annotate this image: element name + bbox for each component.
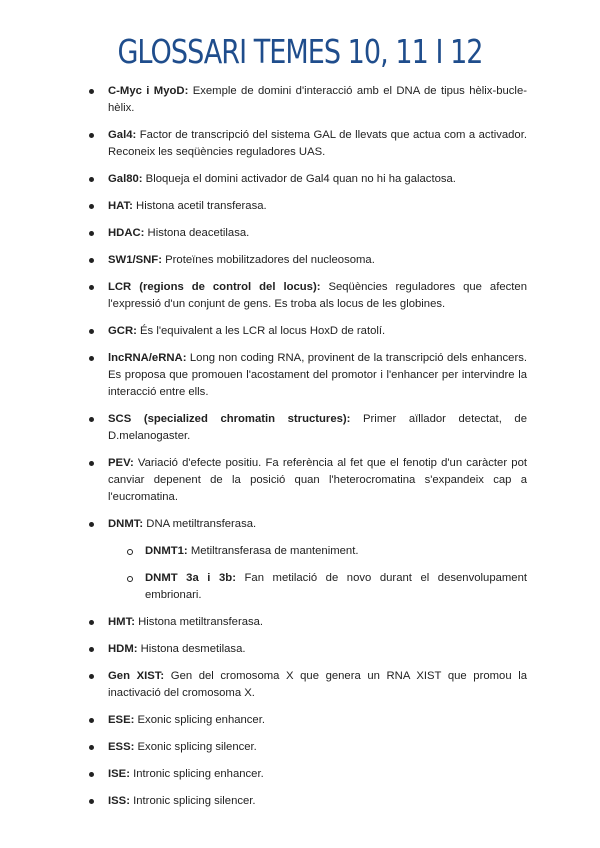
hollow-bullet-icon [127,576,133,582]
glossary-definition: Seqüències reguladores que afecten l'expressió d'un conjunt de gens. Es troba als locus de les globines. [108,281,527,310]
glossary-entry [0,411,600,445]
bullet-icon [89,89,94,94]
bullet-icon [89,620,94,625]
glossary-term: PEV: [108,457,134,469]
bullet-icon [89,177,94,182]
glossary-term: Gen XIST: [108,670,165,682]
glossary-definition: Variació d'efecte positiu. Fa referència al fet que el fenotip d'un caràcter pot canviar depenent de la posició quan l'heterocromatina s'expandeix cap a l'eucromatina. [108,457,527,503]
bullet-icon [89,204,94,209]
glossary-entry [0,127,600,161]
glossary-entry [0,712,600,729]
glossary-definition: Gen del cromosoma X que genera un RNA XIST que promou la inactivació del cromosoma X. [108,670,527,699]
glossary-term: SW1/SNF: [108,254,162,266]
bullet-icon [89,285,94,290]
glossary-definition: Fan metilació de novo durant el desenvolupament embrionari. [145,572,527,601]
glossary-definition: Metiltransferasa de manteniment. [187,545,359,557]
glossary-definition: És l'equivalent a les LCR al locus HoxD de ratolí. [136,325,386,337]
bullet-icon [89,522,94,527]
glossary-definition: Factor de transcripció del sistema GAL de llevats que actua com a activador. Reconeix les seqüències reguladores UAS. [108,129,527,158]
glossary-definition: Long non coding RNA, provinent de la transcripció dels enhancers. Es proposa que promouen l'acostament del promotor i l'enhancer per intervindre la interacció entre ells. [108,352,527,398]
bullet-icon [89,772,94,777]
glossary-entry [0,766,600,783]
glossary-term: Gal4: [108,129,137,141]
glossary-subentry [0,570,600,604]
glossary-entry [0,83,600,117]
glossary-list [0,83,600,820]
glossary-term: HDAC: [108,227,145,239]
glossary-entry [0,668,600,702]
glossary-term: GCR: [108,325,137,337]
glossary-definition: Proteïnes mobilitzadores del nucleosoma. [161,254,375,266]
glossary-entry [0,198,600,215]
bullet-icon [89,461,94,466]
glossary-entry [0,323,600,340]
glossary-entry [0,252,600,269]
glossary-entry [0,614,600,631]
glossary-entry [0,739,600,756]
glossary-definition: Histona metiltransferasa. [134,616,264,628]
glossary-definition: Histona desmetilasa. [137,643,246,655]
bullet-icon [89,417,94,422]
glossary-subentry [0,543,600,560]
bullet-icon [89,258,94,263]
glossary-entry [0,225,600,242]
glossary-term: ESS: [108,741,135,753]
bullet-icon [89,745,94,750]
bullet-icon [89,674,94,679]
glossary-definition: Intronic splicing silencer. [129,795,256,807]
glossary-entry [0,641,600,658]
glossary-term: lncRNA/eRNA: [108,352,187,364]
bullet-icon [89,231,94,236]
glossary-term: HMT: [108,616,135,628]
bullet-icon [89,356,94,361]
glossary-definition: Exonic splicing enhancer. [134,714,265,726]
glossary-definition: Bloqueja el domini activador de Gal4 quan no hi ha galactosa. [142,173,456,185]
glossary-term: ISE: [108,768,130,780]
page-title: GLOSSARI TEMES 10, 11 I 12 [117,32,483,71]
glossary-entry [0,516,600,533]
glossary-entry [0,793,600,810]
glossary-term: HDM: [108,643,138,655]
glossary-definition: Exemple de domini d'interacció amb el DNA de tipus hèlix-bucle-hèlix. [108,85,527,114]
glossary-entry [0,171,600,188]
bullet-icon [89,329,94,334]
glossary-term: LCR (regions de control del locus): [108,281,321,293]
glossary-term: ESE: [108,714,135,726]
glossary-definition: Histona deacetilasa. [144,227,250,239]
glossary-definition: Exonic splicing silencer. [134,741,257,753]
glossary-term: C-Myc i MyoD: [108,85,189,97]
glossary-definition: DNA metiltransferasa. [143,518,257,530]
glossary-term: DNMT1: [145,545,188,557]
glossary-term: DNMT: [108,518,144,530]
glossary-entry [0,455,600,506]
glossary-term: DNMT 3a i 3b: [145,572,236,584]
bullet-icon [89,799,94,804]
bullet-icon [89,133,94,138]
hollow-bullet-icon [127,549,133,555]
bullet-icon [89,718,94,723]
glossary-entry [0,350,600,401]
glossary-definition: Primer aïllador detectat, de D.melanogaster. [108,413,527,442]
glossary-term: Gal80: [108,173,143,185]
glossary-term: SCS (specialized chromatin structures): [108,413,351,425]
glossary-term: ISS: [108,795,130,807]
glossary-definition: Intronic splicing enhancer. [129,768,264,780]
bullet-icon [89,647,94,652]
glossary-entry [0,279,600,313]
glossary-definition: Histona acetil transferasa. [132,200,267,212]
glossary-term: HAT: [108,200,133,212]
